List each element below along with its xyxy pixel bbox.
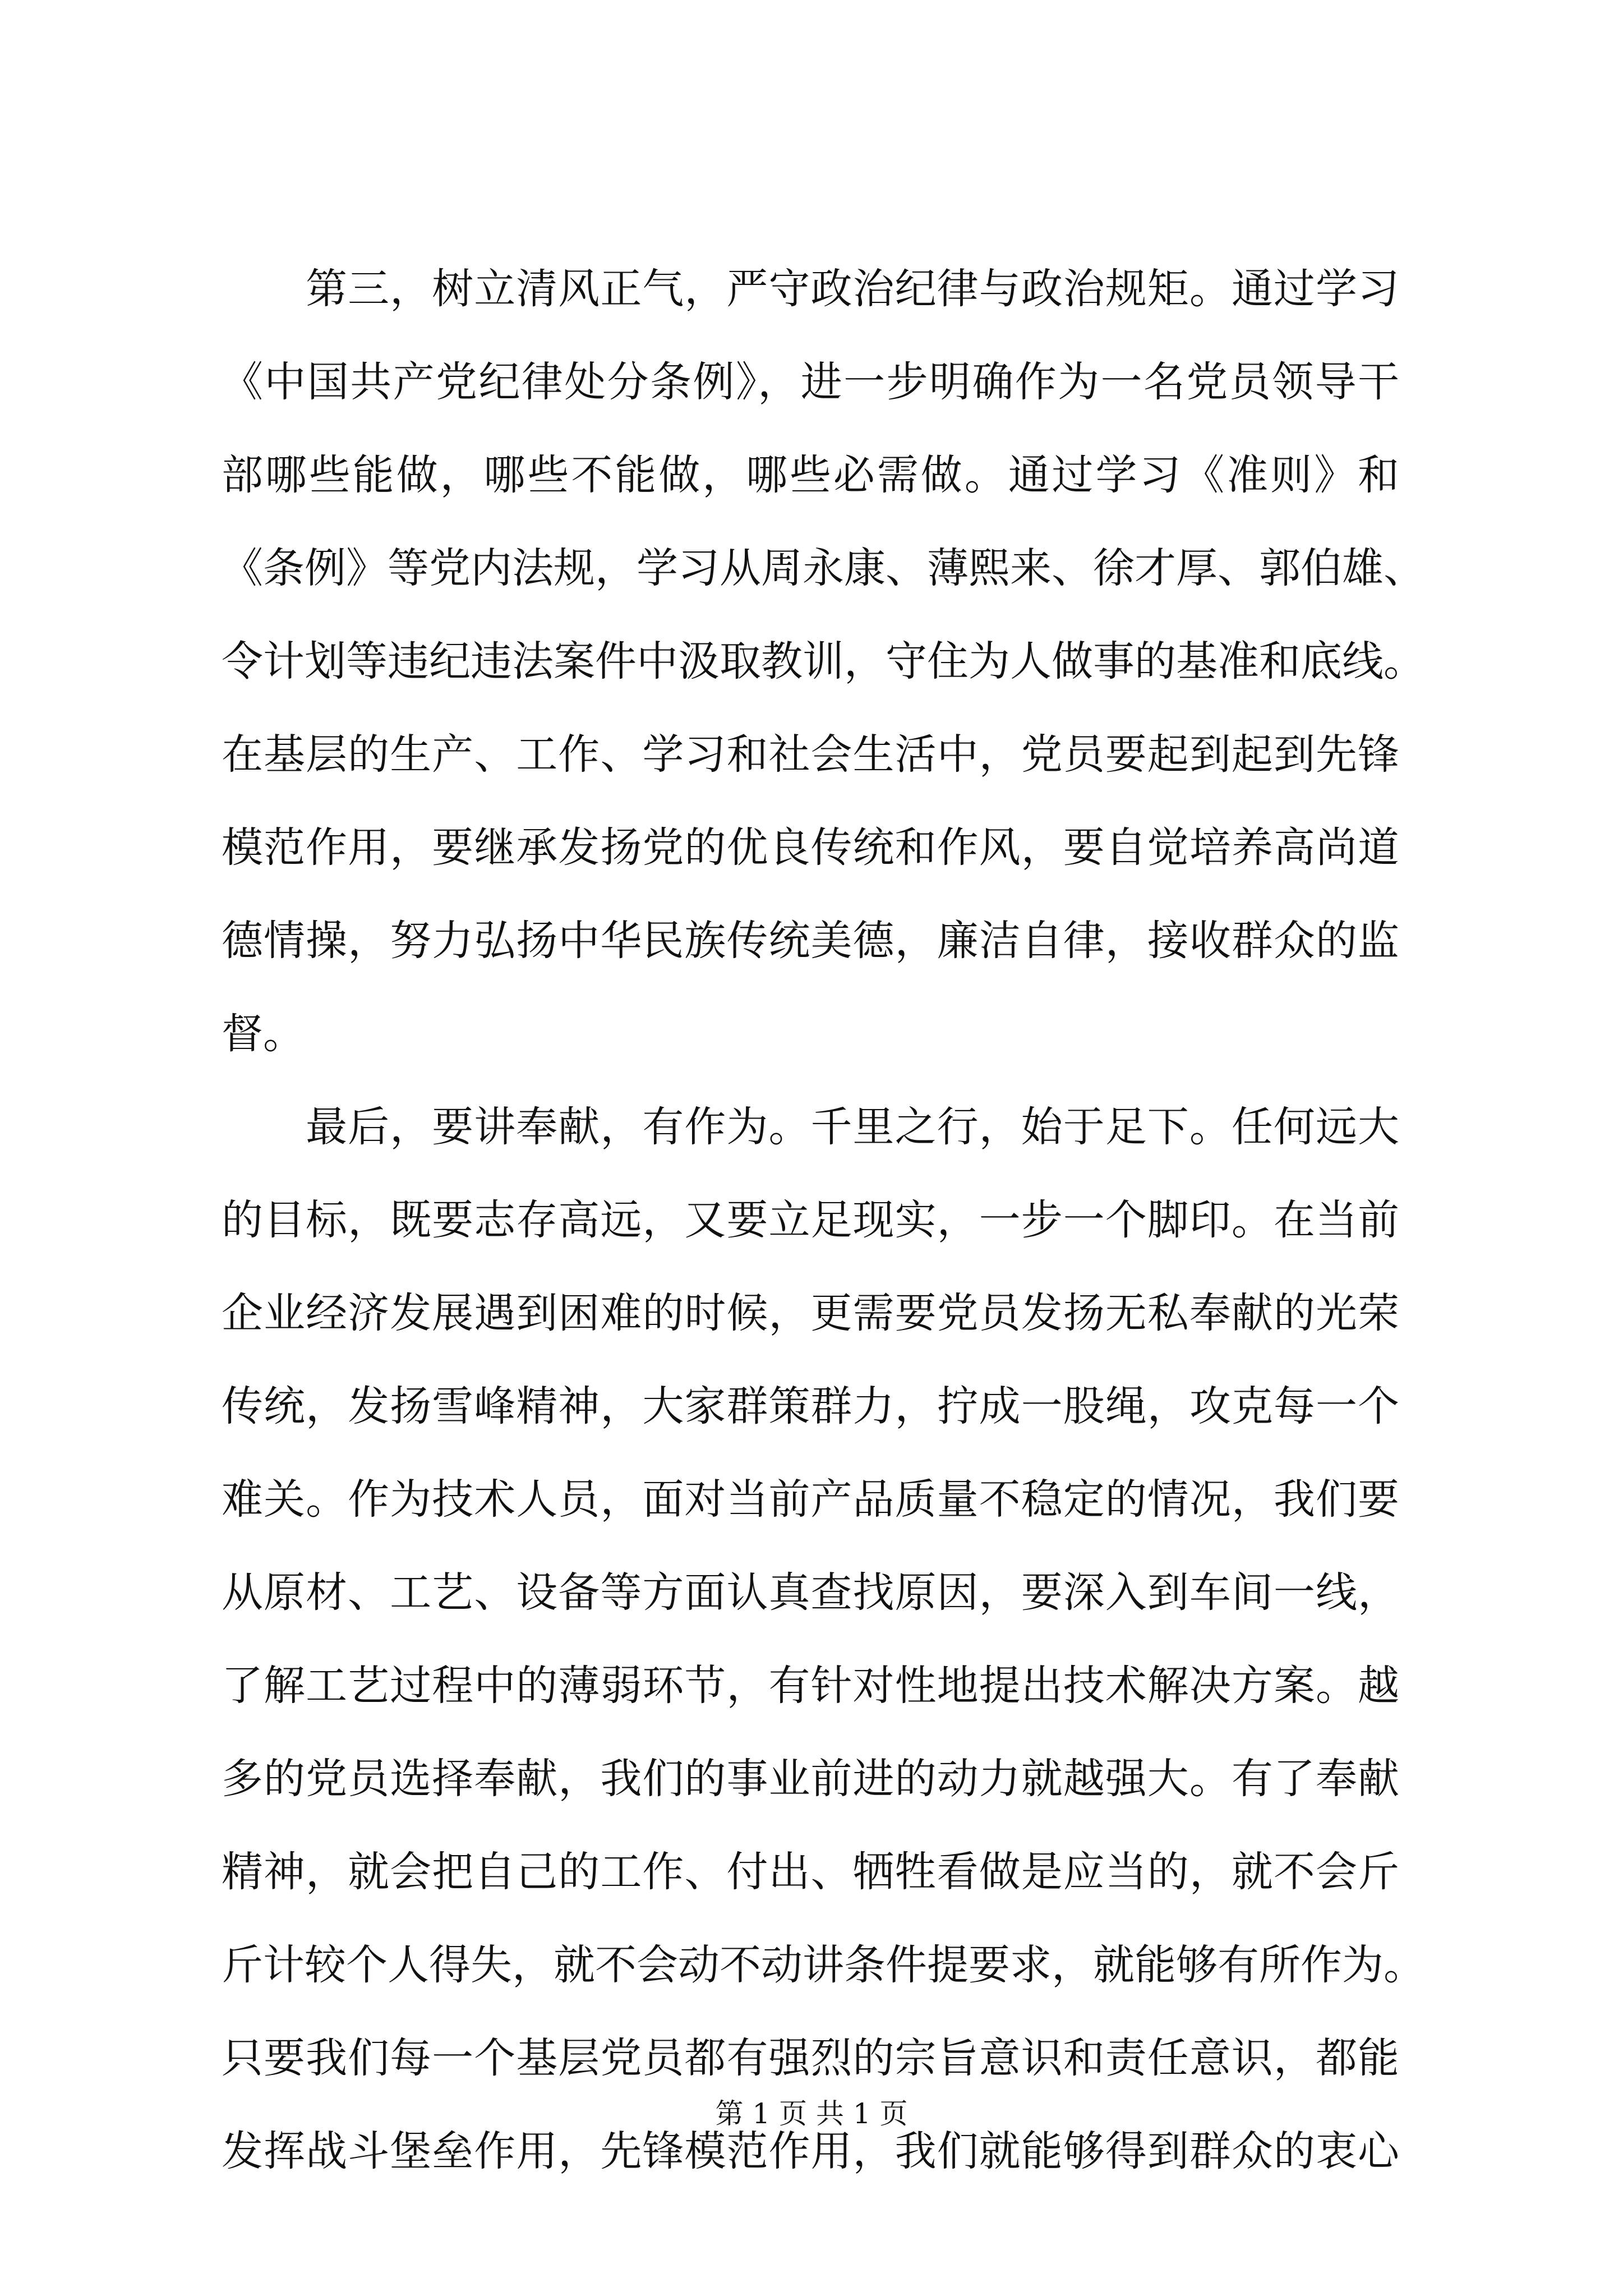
text-line: 企业经济发展遇到困难的时候，更需要党员发扬无私奉献的光荣 — [222, 1289, 1399, 1337]
text-line: 传统，发扬雪峰精神，大家群策群力，拧成一股绳，攻克每一个 — [222, 1382, 1399, 1430]
text-line: 令计划等违纪违法案件中汲取教训，守住为人做事的基准和底线。 — [222, 637, 1425, 685]
text-line: 《条例》等党内法规，学习从周永康、薄熙来、徐才厚、郭伯雄、 — [222, 544, 1425, 592]
text-line: 发挥战斗堡垒作用，先锋模范作用，我们就能够得到群众的衷心 — [222, 2127, 1399, 2175]
body-text — [222, 242, 1425, 2198]
text-line: 督。 — [222, 1010, 305, 1058]
text-line: 《中国共产党纪律处分条例》，进一步明确作为一名党员领导干 — [222, 358, 1399, 406]
text-line: 精神，就会把自己的工作、付出、牺牲看做是应当的，就不会斤 — [222, 1848, 1399, 1896]
text-line: 多的党员选择奉献，我们的事业前进的动力就越强大。有了奉献 — [222, 1755, 1399, 1803]
text-line: 德情操，努力弘扬中华民族传统美德，廉洁自律，接收群众的监 — [222, 917, 1399, 965]
text-line: 最后，要讲奉献，有作为。千里之行，始于足下。任何远大 — [222, 1103, 1399, 1151]
text-line: 难关。作为技术人员，面对当前产品质量不稳定的情况，我们要 — [222, 1475, 1399, 1524]
text-line: 模范作用，要继承发扬党的优良传统和作风，要自觉培养高尚道 — [222, 823, 1399, 872]
text-line: 只要我们每一个基层党员都有强烈的宗旨意识和责任意识，都能 — [222, 2034, 1399, 2082]
text-line: 部哪些能做，哪些不能做，哪些必需做。通过学习《准则》和 — [222, 451, 1399, 499]
text-line: 在基层的生产、工作、学习和社会生活中，党员要起到起到先锋 — [222, 730, 1399, 779]
text-line: 第三，树立清风正气，严守政治纪律与政治规矩。通过学习 — [222, 265, 1399, 313]
text-line: 从原材、工艺、设备等方面认真查找原因，要深入到车间一线， — [222, 1568, 1399, 1617]
text-line: 斤计较个人得失，就不会动不动讲条件提要求，就能够有所作为。 — [222, 1941, 1425, 1989]
text-line: 了解工艺过程中的薄弱环节，有针对性地提出技术解决方案。越 — [222, 1662, 1399, 1710]
text-line: 的目标，既要志存高远，又要立足现实，一步一个脚印。在当前 — [222, 1196, 1399, 1244]
page-footer: 第 1 页 共 1 页 — [715, 2097, 908, 2130]
